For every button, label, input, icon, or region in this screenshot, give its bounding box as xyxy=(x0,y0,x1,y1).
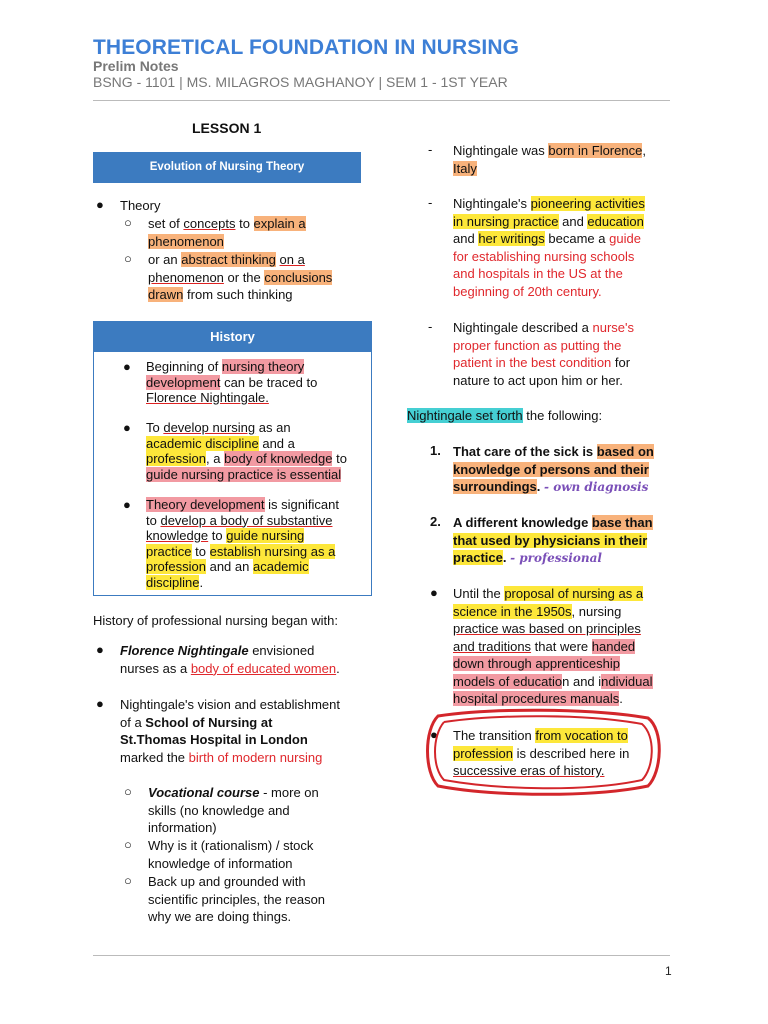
until-1950s: Until the proposal of nursing as a science in the 1950s, nursing practice was based on principles and traditions that were handed down through apprenticeship models of education and individual hospital procedures manuals. xyxy=(453,586,653,706)
number-2: 2. xyxy=(430,514,441,529)
bullet-dot: ● xyxy=(123,497,131,512)
handwritten-note-own-diagnosis: - own diagnosis xyxy=(544,480,649,494)
document-title: THEORETICAL FOUNDATION IN NURSING xyxy=(93,36,520,59)
bullet-dot: ● xyxy=(96,642,104,657)
history-bullet-1: Beginning of nursing theory development can be traced to Florence Nightingale. xyxy=(146,359,318,405)
bullet-circle: ○ xyxy=(124,837,132,852)
nurse-proper-function: Nightingale described a nurse's proper function as putting the patient in the best condition for nature to act upon him or her. xyxy=(453,320,634,388)
dash-marker: - xyxy=(428,195,433,210)
bullet-dot: ● xyxy=(96,696,104,711)
course-meta: BSNG - 1101 | MS. MILAGROS MAGHANOY | SEM 1 - 1ST YEAR xyxy=(93,74,508,90)
professional-intro: History of professional nursing began with: xyxy=(93,613,338,628)
bullet-circle: ○ xyxy=(124,873,132,888)
scientific-principles-item: Back up and grounded with scientific principles, the reason why we are doing things. xyxy=(148,874,326,924)
bullet-dot: ● xyxy=(430,727,438,742)
bullet-dot: ● xyxy=(123,420,131,435)
bullet-dot: ● xyxy=(123,359,131,374)
theory-definition-1: set of concepts to explain a phenomenon xyxy=(148,216,306,249)
dash-marker: - xyxy=(428,319,433,334)
principle-2: A different knowledge base than that used by physicians in their practice. - professional xyxy=(453,515,653,565)
pioneering-activities: Nightingale's pioneering activities in nursing practice and education and her writings became a guide for establishing nursing schools and hospitals in the US at the beginning of 20th century. xyxy=(453,196,645,299)
hand-drawn-circle-annotation xyxy=(420,706,665,798)
school-of-nursing: Nightingale's vision and establishment of a School of Nursing at St.Thomas Hospital in London marked the birth of modern nursing xyxy=(120,697,340,765)
number-1: 1. xyxy=(430,443,441,458)
footer-divider xyxy=(93,955,670,956)
nightingale-envisioned: Florence Nightingale envisioned nurses as a body of educated women. xyxy=(120,643,340,676)
dash-marker: - xyxy=(428,142,433,157)
header-divider xyxy=(93,100,670,101)
history-heading: History xyxy=(93,321,372,352)
transition-vocation-profession: The transition from vocation to profession is described here in successive eras of history. xyxy=(453,728,630,778)
rationalism-item: Why is it (rationalism) / stock knowledge of information xyxy=(148,838,314,871)
theory-definition-2: or an abstract thinking on a phenomenon or the conclusions drawn from such thinking xyxy=(148,252,333,302)
evolution-heading: Evolution of Nursing Theory xyxy=(93,152,361,183)
history-bullet-2: To develop nursing as an academic discipline and a profession, a body of knowledge to guide nursing practice is essential xyxy=(146,420,347,482)
document-subtitle: Prelim Notes xyxy=(93,58,179,74)
bullet-circle: ○ xyxy=(124,251,132,266)
page-number: 1 xyxy=(665,964,672,978)
born-in-florence: Nightingale was born in Florence, Italy xyxy=(453,143,646,176)
history-bullet-3: Theory development is significant to develop a body of substantive knowledge to guide nursing practice to establish nursing as a profession and an academic discipline. xyxy=(146,497,339,590)
bullet-circle: ○ xyxy=(124,215,132,230)
set-forth-line: Nightingale set forth the following: xyxy=(407,408,603,423)
bullet-dot: ● xyxy=(430,585,438,600)
vocational-course: Vocational course - more on skills (no knowledge and information) xyxy=(148,785,319,835)
bullet-circle: ○ xyxy=(124,784,132,799)
principle-1: That care of the sick is based on knowledge of persons and their surroundings. - own diagnosis xyxy=(453,444,654,494)
bullet-dot: ● xyxy=(96,197,104,212)
theory-item: Theory xyxy=(120,198,161,213)
lesson-heading: LESSON 1 xyxy=(192,120,262,136)
handwritten-note-professional: - professional xyxy=(510,551,602,565)
